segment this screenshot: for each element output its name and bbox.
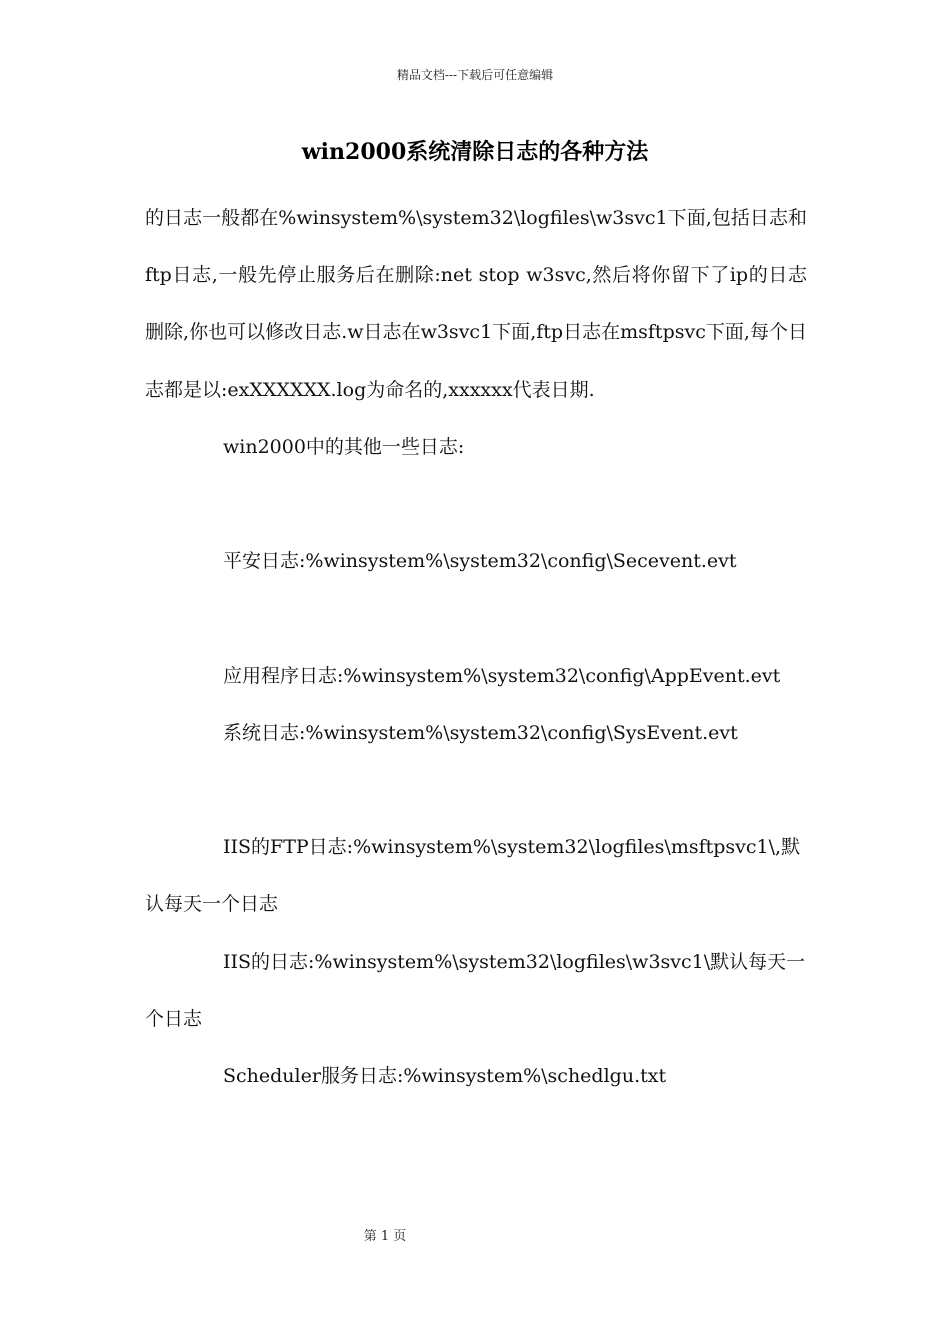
system-log-path: 系统日志:%winsystem%\system32\config\SysEvent.evt [223,721,738,744]
iis-log-path: IIS的日志:%winsystem%\system32\logfiles\w3svc1\默认每天一个日志 [145,950,806,1030]
page-number: 第 1 页 [363,1229,407,1244]
scheduler-log-path: Scheduler服务日志:%winsystem%\schedlgu.txt [223,1065,667,1087]
security-log-path: 平安日志:%winsystem%\system32\config\Secevent.evt [223,550,737,573]
document-title: win2000系统清除日志的各种方法 [301,139,649,165]
intro-paragraph: 的日志一般都在%winsystem%\system32\logfiles\w3svc1下面,包括日志和ftp日志,一般先停止服务后在删除:net stop w3svc,然后将你留下了ip的日志删除,你也可以修改日志.w日志在w3svc1下面,ftp日志在msftpsvc下面,每个日志都是以:exXXXXXX.log为命名的,xxxxxx代表日期. [145,207,807,401]
blank-line [145,590,807,647]
document-body [145,190,807,1105]
page-header: 精品文档---下载后可任意编辑 [396,68,554,82]
application-log-path: 应用程序日志:%winsystem%\system32\config\AppEvent.evt [223,664,781,687]
blank-line [145,476,807,533]
blank-line [145,762,807,819]
other-logs-heading: win2000中的其他一些日志: [223,435,465,458]
iis-ftp-log-path: IIS的FTP日志:%winsystem%\system32\logfiles\msftpsvc1\,默认每天一个日志 [145,836,801,916]
